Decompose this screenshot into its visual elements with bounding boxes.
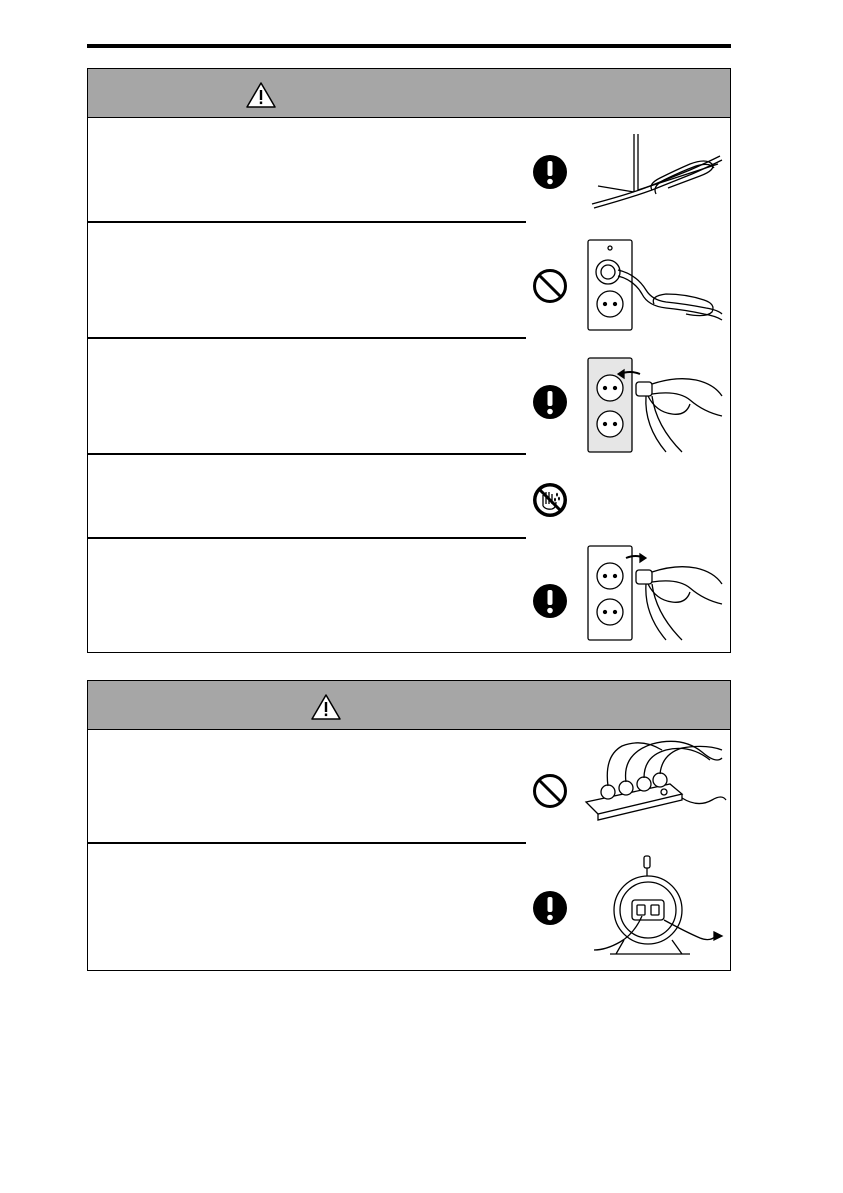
row-divider — [88, 537, 526, 539]
prohibited-circle-icon — [532, 268, 568, 304]
mandatory-exclamation-icon — [532, 154, 568, 190]
cable-reel-illustration — [590, 854, 726, 958]
row-divider — [88, 221, 526, 223]
wall-outlet-with-plug-illustration — [586, 238, 726, 333]
power-strip-illustration — [582, 736, 728, 838]
inserting-plug-illustration — [586, 356, 726, 456]
row-divider — [88, 453, 526, 455]
prohibited-circle-icon — [532, 773, 568, 809]
warning-triangle-icon — [245, 81, 277, 109]
no-wet-hands-icon — [532, 482, 568, 518]
caution-panel — [87, 680, 731, 971]
warning-panel-header — [88, 69, 730, 118]
warning-panel-body — [88, 118, 730, 651]
top-rule — [87, 44, 731, 48]
mandatory-exclamation-icon — [532, 384, 568, 420]
warning-triangle-icon — [310, 693, 342, 721]
caution-panel-body — [88, 730, 730, 969]
row-divider — [88, 337, 526, 339]
caution-panel-header — [88, 681, 730, 730]
mandatory-exclamation-icon — [532, 583, 568, 619]
removing-plug-illustration — [586, 544, 726, 644]
mandatory-exclamation-icon — [532, 890, 568, 926]
row-divider — [88, 842, 526, 844]
warning-panel — [87, 68, 731, 653]
power-cord-on-floor-illustration — [590, 134, 724, 214]
